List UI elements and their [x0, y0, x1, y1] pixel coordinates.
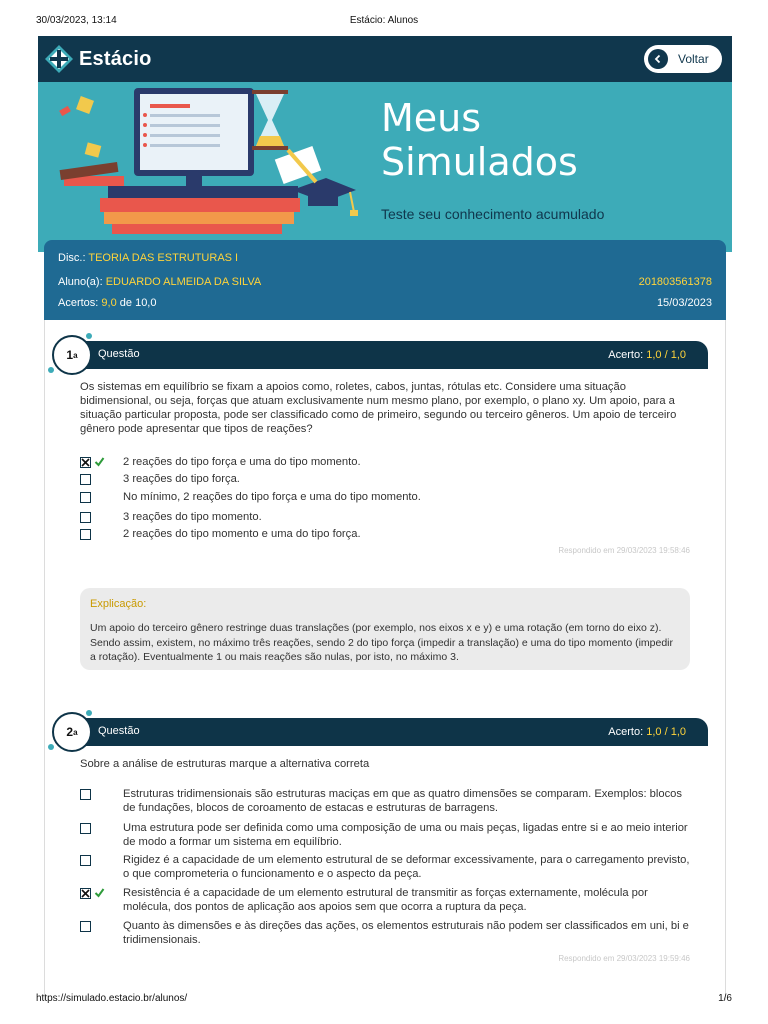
estacio-logo-icon [44, 44, 74, 74]
question-label: Questão [98, 725, 140, 737]
answer-option-text: 2 reações do tipo momento e uma do tipo força. [123, 528, 361, 540]
banner-title [381, 96, 578, 184]
badge-dot [86, 710, 92, 716]
question-header [60, 718, 708, 746]
banner-title-line2: Simulados [381, 140, 578, 184]
answer-option-text: 3 reações do tipo momento. [123, 511, 262, 523]
score-label: Acerto: [608, 349, 644, 361]
answer-option[interactable] [80, 919, 692, 947]
score-max: 1,0 [670, 349, 686, 361]
correct-check-icon [94, 456, 105, 467]
question-text: Sobre a análise de estruturas marque a alternativa correta [80, 758, 370, 770]
explanation-text: Um apoio do terceiro gênero restringe duas translações (por exemplo, nos eixos x e y) e uma rotação (em torno do eixo z). Sendo assim, existem, no máximo três reações, sendo 2 do tipo força (impedir a translação) e uma do tipo momento (impedir a rotação). Eventualmente 1 ou mais reações são nulas, por isto, no máximo 3. [90, 622, 674, 663]
print-page-number: 1/6 [718, 993, 732, 1004]
question-header [60, 341, 708, 369]
answer-option[interactable] [80, 821, 692, 849]
hits-total: de 10,0 [119, 297, 157, 309]
back-button[interactable] [644, 45, 722, 73]
discipline-row [58, 252, 712, 268]
banner-illustration [38, 82, 368, 252]
student-label: Aluno(a): [58, 276, 103, 288]
chevron-left-icon [648, 49, 668, 69]
badge-dot [48, 367, 54, 373]
score-separator: / [664, 726, 668, 738]
banner-subtitle: Teste seu conhecimento acumulado [381, 206, 605, 222]
question-number-suffix: a [73, 350, 78, 360]
answer-option-text: Uma estrutura pode ser definida como uma composição de uma ou mais peças, ligadas entre si e ao meio interior de modo a formar um sistema em equilíbrio. [123, 822, 688, 848]
discipline-value: TEORIA DAS ESTRUTURAS I [88, 252, 239, 264]
score-separator: / [664, 349, 668, 361]
question-number: 2 [66, 725, 74, 739]
correct-check-icon [94, 887, 105, 898]
answer-option[interactable] [80, 886, 692, 914]
answer-checkbox[interactable] [80, 789, 91, 800]
hits-value: 9,0 [101, 297, 117, 309]
answer-checkbox[interactable] [80, 529, 91, 540]
student-name: EDUARDO ALMEIDA DA SILVA [105, 276, 262, 288]
student-row [58, 276, 712, 292]
score-label: Acerto: [608, 726, 644, 738]
answer-checkbox[interactable] [80, 823, 91, 834]
discipline-label: Disc.: [58, 252, 86, 264]
student-info-panel [44, 240, 726, 320]
answer-option-text: No mínimo, 2 reações do tipo força e uma do tipo momento. [123, 491, 421, 503]
answer-option-text: Estruturas tridimensionais são estruturas maciças em que as quatro dimensões se comparam. Exemplos: blocos de fundações, blocos de coroamento de estacas e estruturas de barragens. [123, 788, 682, 814]
score-max: 1,0 [670, 726, 686, 738]
question-score [608, 726, 686, 738]
hits-label: Acertos: [58, 297, 99, 309]
x-mark-icon [81, 889, 90, 898]
answer-checkbox[interactable] [80, 921, 91, 932]
answer-option-text: Resistência é a capacidade de um elemento estrutural de transmitir as forças externamente, molécula por molécula, dos pontos de aplicação aos apoios sem que ocorra a ruptura da peça. [123, 887, 648, 913]
answer-option-text: Quanto às dimensões e às direções das ações, os elementos estruturais não podem ser classificados em uni, bi e tridimensionais. [123, 920, 689, 946]
question-number-badge [52, 712, 92, 752]
exam-date: 15/03/2023 [656, 297, 712, 309]
back-button-label: Voltar [678, 52, 709, 66]
score-value: 1,0 [646, 349, 662, 361]
banner-title-line1: Meus [381, 96, 482, 140]
answered-timestamp: Respondido em 29/03/2023 19:58:46 [558, 546, 690, 555]
top-navigation-bar [38, 36, 732, 82]
answer-option[interactable] [80, 853, 692, 881]
student-id: 201803561378 [638, 276, 712, 288]
badge-dot [48, 744, 54, 750]
question-text: Os sistemas em equilíbrio se fixam a apoios como, roletes, cabos, juntas, rótulas etc. Considere uma situação bidimensional, ou seja, forças que atuam exclusivamente num mesmo plano, por exemplo, o plano xy. Um apoio, para a situação particular proposta, pode ser classificado como de primeiro, segundo ou terceiro gêneros. Um apoio de terceiro gênero pode apresentar que tipos de reações? [80, 381, 677, 435]
x-mark-icon [81, 458, 90, 467]
explanation-box [80, 588, 690, 670]
answer-option-text: 2 reações do tipo força e uma do tipo momento. [123, 456, 361, 468]
hits-row [58, 297, 712, 313]
print-page-title: Estácio: Alunos [349, 15, 419, 26]
print-header [0, 15, 768, 31]
score-value: 1,0 [646, 726, 662, 738]
print-datetime: 30/03/2023, 13:14 [36, 15, 117, 26]
question-number-suffix: a [73, 727, 78, 737]
answer-option[interactable] [80, 787, 692, 815]
answer-checkbox-checked[interactable] [80, 457, 91, 468]
badge-dot [86, 333, 92, 339]
answer-checkbox[interactable] [80, 474, 91, 485]
answer-checkbox-checked[interactable] [80, 888, 91, 899]
question-label: Questão [98, 348, 140, 360]
answer-option-text: 3 reações do tipo força. [123, 473, 240, 485]
estacio-logo[interactable] [44, 44, 152, 74]
answered-timestamp: Respondido em 29/03/2023 19:59:46 [558, 954, 690, 963]
logo-text: Estácio [79, 47, 152, 70]
explanation-title: Explicação: [90, 598, 147, 610]
print-footer [0, 993, 768, 1009]
answer-checkbox[interactable] [80, 492, 91, 503]
question-number: 1 [66, 348, 74, 362]
question-number-badge [52, 335, 92, 375]
simulados-banner [38, 82, 732, 252]
question-score [608, 349, 686, 361]
answer-option-text: Rigidez é a capacidade de um elemento estrutural de se deformar excessivamente, para o carregamento previsto, o que comprometeria o funcionamento e o aspecto da peça. [123, 854, 690, 880]
answer-checkbox[interactable] [80, 512, 91, 523]
print-url: https://simulado.estacio.br/alunos/ [36, 993, 188, 1004]
answer-checkbox[interactable] [80, 855, 91, 866]
